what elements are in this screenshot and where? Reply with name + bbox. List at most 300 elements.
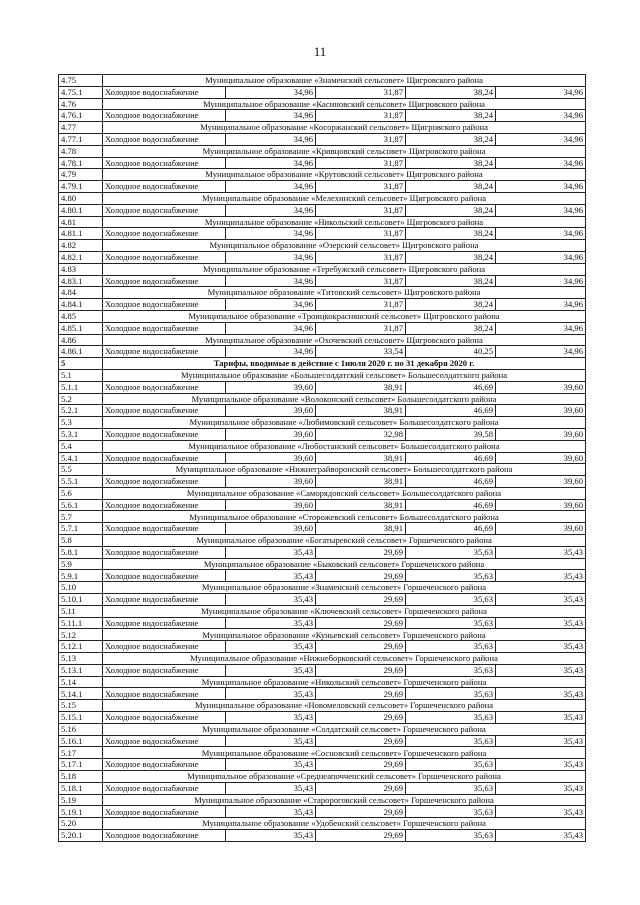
row-code: 5.17 <box>59 747 103 759</box>
tariff-value: 34,96 <box>496 251 586 263</box>
tariff-value: 35,43 <box>226 664 316 676</box>
service-name: Холодное водоснабжение <box>103 181 226 193</box>
municipality-row <box>59 145 586 157</box>
tariff-value: 39,60 <box>226 476 316 488</box>
tariff-value: 38,24 <box>406 275 496 287</box>
row-code: 5.5 <box>59 464 103 476</box>
tariff-value: 35,63 <box>406 759 496 771</box>
tariff-value: 39,60 <box>226 452 316 464</box>
tariff-value: 35,43 <box>226 759 316 771</box>
tariff-value: 39,60 <box>226 428 316 440</box>
tariff-row <box>59 405 586 417</box>
municipality-row <box>59 440 586 452</box>
tariff-value: 38,24 <box>406 228 496 240</box>
tariff-value: 29,69 <box>316 617 406 629</box>
row-code: 5.1.1 <box>59 381 103 393</box>
tariff-value: 38,91 <box>316 476 406 488</box>
municipality-title: Муниципальное образование «Никольский сельсовет» Горшеченского района <box>103 676 586 688</box>
tariff-value: 35,43 <box>226 617 316 629</box>
tariff-value: 39,60 <box>226 499 316 511</box>
service-name: Холодное водоснабжение <box>103 688 226 700</box>
tariff-value: 39,60 <box>496 476 586 488</box>
tariff-row <box>59 570 586 582</box>
tariff-row <box>59 181 586 193</box>
service-name: Холодное водоснабжение <box>103 322 226 334</box>
tariff-value: 46,69 <box>406 381 496 393</box>
tariff-value: 39,60 <box>496 523 586 535</box>
tariff-value: 31,87 <box>316 204 406 216</box>
municipality-row <box>59 393 586 405</box>
row-code: 5.14.1 <box>59 688 103 700</box>
tariff-value: 35,63 <box>406 594 496 606</box>
municipality-title: Муниципальное образование «Волоконский сельсовет» Большесолдатского района <box>103 393 586 405</box>
row-code: 5.11 <box>59 605 103 617</box>
municipality-title: Муниципальное образование «Озерский сельсовет» Щигровского района <box>103 240 586 252</box>
tariff-row <box>59 499 586 511</box>
service-name: Холодное водоснабжение <box>103 830 226 842</box>
municipality-row <box>59 75 586 87</box>
tariff-row <box>59 759 586 771</box>
tariff-row <box>59 735 586 747</box>
municipality-title: Муниципальное образование «Теребужский сельсовет» Щигровского района <box>103 263 586 275</box>
service-name: Холодное водоснабжение <box>103 641 226 653</box>
municipality-title: Муниципальное образование «Новомеловский сельсовет» Горшеченского района <box>103 700 586 712</box>
municipality-row <box>59 263 586 275</box>
section-5-row <box>59 358 586 370</box>
service-name: Холодное водоснабжение <box>103 381 226 393</box>
tariff-value: 34,96 <box>226 228 316 240</box>
tariff-value: 34,96 <box>226 157 316 169</box>
row-code: 5.11.1 <box>59 617 103 629</box>
row-code: 5.6 <box>59 487 103 499</box>
service-name: Холодное водоснабжение <box>103 759 226 771</box>
tariff-row <box>59 157 586 169</box>
tariff-value: 35,63 <box>406 735 496 747</box>
row-code: 5.5.1 <box>59 476 103 488</box>
row-code: 5.12 <box>59 629 103 641</box>
service-name: Холодное водоснабжение <box>103 428 226 440</box>
tariff-value: 39,60 <box>496 405 586 417</box>
tariff-row <box>59 428 586 440</box>
tariff-value: 34,96 <box>226 110 316 122</box>
municipality-title: Муниципальное образование «Большесолдатский сельсовет» Большесолдатского района <box>103 369 586 381</box>
row-code: 4.86.1 <box>59 346 103 358</box>
tariff-value: 29,69 <box>316 688 406 700</box>
row-code: 4.75 <box>59 75 103 87</box>
tariff-value: 35,43 <box>496 806 586 818</box>
municipality-row <box>59 192 586 204</box>
row-code: 5.19 <box>59 794 103 806</box>
row-code: 5.2 <box>59 393 103 405</box>
tariff-table <box>58 74 586 842</box>
municipality-title: Муниципальное образование «Мелехинский сельсовет» Щигровского района <box>103 192 586 204</box>
tariff-value: 29,69 <box>316 594 406 606</box>
service-name: Холодное водоснабжение <box>103 299 226 311</box>
service-name: Холодное водоснабжение <box>103 452 226 464</box>
tariff-value: 35,63 <box>406 830 496 842</box>
municipality-title: Муниципальное образование «Сосновский сельсовет» Горшеченского района <box>103 747 586 759</box>
tariff-value: 34,96 <box>496 228 586 240</box>
service-name: Холодное водоснабжение <box>103 594 226 606</box>
tariff-value: 38,24 <box>406 204 496 216</box>
municipality-row <box>59 122 586 134</box>
municipality-row <box>59 334 586 346</box>
municipality-row <box>59 240 586 252</box>
tariff-value: 31,87 <box>316 322 406 334</box>
tariff-value: 35,43 <box>496 546 586 558</box>
tariff-table-part-a <box>59 75 586 358</box>
row-code: 5.1 <box>59 369 103 381</box>
tariff-value: 35,43 <box>226 830 316 842</box>
tariff-value: 34,96 <box>226 251 316 263</box>
row-code: 5.20 <box>59 818 103 830</box>
municipality-row <box>59 558 586 570</box>
tariff-row <box>59 664 586 676</box>
tariff-value: 35,43 <box>496 664 586 676</box>
municipality-title: Муниципальное образование «Касиновский сельсовет» Щигровского района <box>103 98 586 110</box>
service-name: Холодное водоснабжение <box>103 110 226 122</box>
tariff-value: 39,60 <box>496 381 586 393</box>
tariff-value: 35,43 <box>226 735 316 747</box>
tariff-value: 34,96 <box>226 204 316 216</box>
tariff-value: 32,98 <box>316 428 406 440</box>
tariff-value: 35,63 <box>406 570 496 582</box>
row-code: 5.7.1 <box>59 523 103 535</box>
municipality-row <box>59 169 586 181</box>
municipality-title: Муниципальное образование «Нижнеборковский сельсовет» Горшеченского района <box>103 653 586 665</box>
municipality-row <box>59 98 586 110</box>
row-code: 5.12.1 <box>59 641 103 653</box>
tariff-value: 38,91 <box>316 381 406 393</box>
row-code: 5.13 <box>59 653 103 665</box>
tariff-value: 38,24 <box>406 133 496 145</box>
tariff-row <box>59 452 586 464</box>
tariff-value: 34,96 <box>496 204 586 216</box>
page-number: 11 <box>313 44 327 59</box>
tariff-value: 39,60 <box>496 452 586 464</box>
tariff-value: 29,69 <box>316 806 406 818</box>
tariff-table-part-b <box>59 369 586 841</box>
municipality-title: Муниципальное образование «Косоржанский сельсовет» Щигровского района <box>103 122 586 134</box>
municipality-row <box>59 582 586 594</box>
municipality-row <box>59 794 586 806</box>
row-code: 5.7 <box>59 511 103 523</box>
row-code: 4.78.1 <box>59 157 103 169</box>
service-name: Холодное водоснабжение <box>103 405 226 417</box>
municipality-title: Муниципальное образование «Куньевский сельсовет» Горшеченского района <box>103 629 586 641</box>
row-code: 4.84 <box>59 287 103 299</box>
tariff-row <box>59 546 586 558</box>
municipality-row <box>59 723 586 735</box>
tariff-value: 35,63 <box>406 688 496 700</box>
row-code: 4.75.1 <box>59 86 103 98</box>
tariff-row <box>59 641 586 653</box>
municipality-title: Муниципальное образование «Знаменский сельсовет» Щигровского района <box>103 75 586 87</box>
municipality-title: Муниципальное образование «Старороговский сельсовет» Горшеченского района <box>103 794 586 806</box>
tariff-row <box>59 688 586 700</box>
row-code: 4.83.1 <box>59 275 103 287</box>
row-code: 5.16.1 <box>59 735 103 747</box>
tariff-row <box>59 133 586 145</box>
tariff-value: 35,43 <box>496 712 586 724</box>
tariff-value: 33,54 <box>316 346 406 358</box>
tariff-value: 38,24 <box>406 110 496 122</box>
tariff-row <box>59 782 586 794</box>
tariff-value: 34,96 <box>496 86 586 98</box>
municipality-row <box>59 605 586 617</box>
service-name: Холодное водоснабжение <box>103 499 226 511</box>
tariff-value: 35,43 <box>496 570 586 582</box>
municipality-row <box>59 216 586 228</box>
municipality-row <box>59 310 586 322</box>
row-code: 5.9 <box>59 558 103 570</box>
municipality-title: Муниципальное образование «Любостанский сельсовет» Большесолдатского района <box>103 440 586 452</box>
tariff-value: 31,87 <box>316 110 406 122</box>
row-code: 4.78 <box>59 145 103 157</box>
municipality-row <box>59 535 586 547</box>
service-name: Холодное водоснабжение <box>103 275 226 287</box>
service-name: Холодное водоснабжение <box>103 204 226 216</box>
tariff-value: 35,43 <box>226 570 316 582</box>
municipality-row <box>59 511 586 523</box>
tariff-row <box>59 110 586 122</box>
tariff-value: 29,69 <box>316 830 406 842</box>
tariff-value: 34,96 <box>226 322 316 334</box>
municipality-title: Муниципальное образование «Богатыревский сельсовет» Горшеченского района <box>103 535 586 547</box>
municipality-row <box>59 487 586 499</box>
tariff-value: 34,96 <box>496 133 586 145</box>
tariff-row <box>59 523 586 535</box>
tariff-value: 34,96 <box>226 86 316 98</box>
service-name: Холодное водоснабжение <box>103 523 226 535</box>
municipality-title: Муниципальное образование «Быковский сельсовет» Горшеченского района <box>103 558 586 570</box>
tariff-value: 35,63 <box>406 664 496 676</box>
municipality-row <box>59 629 586 641</box>
tariff-value: 29,69 <box>316 546 406 558</box>
row-code: 4.81 <box>59 216 103 228</box>
tariff-value: 38,24 <box>406 251 496 263</box>
tariff-value: 38,24 <box>406 322 496 334</box>
tariff-value: 34,96 <box>496 157 586 169</box>
tariff-value: 39,60 <box>226 381 316 393</box>
tariff-value: 31,87 <box>316 299 406 311</box>
tariff-value: 34,96 <box>226 299 316 311</box>
row-code: 5.15.1 <box>59 712 103 724</box>
tariff-value: 34,96 <box>226 133 316 145</box>
tariff-row <box>59 594 586 606</box>
tariff-row <box>59 322 586 334</box>
row-code: 5.3 <box>59 417 103 429</box>
tariff-value: 35,43 <box>496 594 586 606</box>
tariff-value: 31,87 <box>316 157 406 169</box>
service-name: Холодное водоснабжение <box>103 712 226 724</box>
row-code: 4.83 <box>59 263 103 275</box>
service-name: Холодное водоснабжение <box>103 133 226 145</box>
tariff-value: 34,96 <box>496 275 586 287</box>
tariff-value: 46,69 <box>406 476 496 488</box>
row-code: 4.80 <box>59 192 103 204</box>
tariff-value: 35,63 <box>406 782 496 794</box>
tariff-row <box>59 86 586 98</box>
row-code: 4.86 <box>59 334 103 346</box>
tariff-value: 35,63 <box>406 641 496 653</box>
tariff-row <box>59 476 586 488</box>
municipality-title: Муниципальное образование «Троицкокраснянский сельсовет» Щигровского района <box>103 310 586 322</box>
service-name: Холодное водоснабжение <box>103 735 226 747</box>
municipality-title: Муниципальное образование «Удобенский сельсовет» Горшеченского района <box>103 818 586 830</box>
tariff-value: 35,43 <box>496 782 586 794</box>
municipality-title: Муниципальное образование «Ключевский сельсовет» Горшеченского района <box>103 605 586 617</box>
tariff-row <box>59 228 586 240</box>
tariff-value: 38,24 <box>406 181 496 193</box>
tariff-value: 31,87 <box>316 228 406 240</box>
tariff-value: 29,69 <box>316 664 406 676</box>
row-code: 4.85 <box>59 310 103 322</box>
municipality-title: Муниципальное образование «Нижнеграйворонский сельсовет» Большесолдатского района <box>103 464 586 476</box>
municipality-title: Муниципальное образование «Титовский сельсовет» Щигровского района <box>103 287 586 299</box>
row-code: 5.16 <box>59 723 103 735</box>
tariff-value: 46,69 <box>406 523 496 535</box>
service-name: Холодное водоснабжение <box>103 476 226 488</box>
tariff-value: 35,43 <box>226 806 316 818</box>
row-code: 4.82.1 <box>59 251 103 263</box>
tariff-value: 38,91 <box>316 452 406 464</box>
tariff-value: 34,96 <box>226 181 316 193</box>
tariff-value: 31,87 <box>316 181 406 193</box>
row-code: 5.2.1 <box>59 405 103 417</box>
tariff-value: 39,60 <box>496 428 586 440</box>
tariff-row <box>59 204 586 216</box>
tariff-row <box>59 275 586 287</box>
service-name: Холодное водоснабжение <box>103 570 226 582</box>
tariff-value: 35,43 <box>226 641 316 653</box>
tariff-value: 35,43 <box>496 830 586 842</box>
row-code: 4.85.1 <box>59 322 103 334</box>
municipality-title: Муниципальное образование «Среднеапочченский сельсовет» Горшеченского района <box>103 771 586 783</box>
row-code: 5.4 <box>59 440 103 452</box>
row-code: 4.81.1 <box>59 228 103 240</box>
tariff-value: 29,69 <box>316 782 406 794</box>
tariff-value: 46,69 <box>406 405 496 417</box>
municipality-title: Муниципальное образование «Охочевский сельсовет» Щигровского района <box>103 334 586 346</box>
municipality-row <box>59 464 586 476</box>
row-code: 5.20.1 <box>59 830 103 842</box>
row-code: 5.13.1 <box>59 664 103 676</box>
row-code: 4.80.1 <box>59 204 103 216</box>
service-name: Холодное водоснабжение <box>103 617 226 629</box>
tariff-value: 39,60 <box>496 499 586 511</box>
tariff-value: 39,58 <box>406 428 496 440</box>
tariff-value: 35,63 <box>406 712 496 724</box>
service-name: Холодное водоснабжение <box>103 157 226 169</box>
tariff-value: 34,96 <box>226 275 316 287</box>
tariff-value: 35,43 <box>496 759 586 771</box>
municipality-row <box>59 653 586 665</box>
tariff-value: 34,96 <box>496 181 586 193</box>
tariff-value: 31,87 <box>316 133 406 145</box>
service-name: Холодное водоснабжение <box>103 86 226 98</box>
municipality-title: Муниципальное образование «Солдатский сельсовет» Горшеченского района <box>103 723 586 735</box>
row-code: 5.8 <box>59 535 103 547</box>
tariff-value: 35,63 <box>406 806 496 818</box>
row-code: 4.84.1 <box>59 299 103 311</box>
section-title: Тарифы, вводимые в действие с 1июля 2020 г. по 31 декабря 2020 г. <box>103 358 586 370</box>
tariff-value: 29,69 <box>316 735 406 747</box>
tariff-value: 35,43 <box>496 617 586 629</box>
row-code: 4.79 <box>59 169 103 181</box>
tariff-value: 38,91 <box>316 499 406 511</box>
tariff-value: 34,96 <box>496 299 586 311</box>
municipality-row <box>59 771 586 783</box>
tariff-row <box>59 381 586 393</box>
row-code: 4.82 <box>59 240 103 252</box>
tariff-value: 29,69 <box>316 641 406 653</box>
municipality-row <box>59 369 586 381</box>
tariff-value: 38,24 <box>406 299 496 311</box>
row-code: 5.14 <box>59 676 103 688</box>
row-code: 5.10 <box>59 582 103 594</box>
tariff-value: 34,96 <box>496 346 586 358</box>
tariff-row <box>59 806 586 818</box>
row-code: 4.77.1 <box>59 133 103 145</box>
municipality-row <box>59 700 586 712</box>
service-name: Холодное водоснабжение <box>103 664 226 676</box>
municipality-title: Муниципальное образование «Знаменский сельсовет» Горшеченского района <box>103 582 586 594</box>
service-name: Холодное водоснабжение <box>103 251 226 263</box>
service-name: Холодное водоснабжение <box>103 782 226 794</box>
tariff-value: 29,69 <box>316 570 406 582</box>
tariff-value: 46,69 <box>406 499 496 511</box>
tariff-row <box>59 346 586 358</box>
row-code: 4.79.1 <box>59 181 103 193</box>
row-code: 5.18 <box>59 771 103 783</box>
service-name: Холодное водоснабжение <box>103 228 226 240</box>
tariff-value: 46,69 <box>406 452 496 464</box>
municipality-title: Муниципальное образование «Сторожевский сельсовет» Большесолдатского района <box>103 511 586 523</box>
municipality-title: Муниципальное образование «Кривцовский сельсовет» Щигровского района <box>103 145 586 157</box>
tariff-value: 29,69 <box>316 759 406 771</box>
tariff-value: 34,96 <box>226 346 316 358</box>
row-code: 4.77 <box>59 122 103 134</box>
municipality-row <box>59 747 586 759</box>
tariff-value: 31,87 <box>316 86 406 98</box>
municipality-title: Муниципальное образование «Крутовский сельсовет» Щигровского района <box>103 169 586 181</box>
tariff-value: 35,63 <box>406 617 496 629</box>
row-code: 4.76.1 <box>59 110 103 122</box>
service-name: Холодное водоснабжение <box>103 346 226 358</box>
tariff-value: 35,43 <box>496 735 586 747</box>
section-code: 5 <box>59 358 103 370</box>
row-code: 5.3.1 <box>59 428 103 440</box>
municipality-title: Муниципальное образование «Саморядовский сельсовет» Большесолдатского района <box>103 487 586 499</box>
municipality-row <box>59 287 586 299</box>
tariff-value: 31,87 <box>316 275 406 287</box>
row-code: 5.10.1 <box>59 594 103 606</box>
row-code: 5.15 <box>59 700 103 712</box>
row-code: 5.18.1 <box>59 782 103 794</box>
tariff-value: 35,43 <box>226 688 316 700</box>
municipality-row <box>59 417 586 429</box>
municipality-row <box>59 676 586 688</box>
tariff-value: 35,63 <box>406 546 496 558</box>
service-name: Холодное водоснабжение <box>103 806 226 818</box>
tariff-value: 34,96 <box>496 322 586 334</box>
tariff-value: 35,43 <box>226 546 316 558</box>
tariff-value: 39,60 <box>226 523 316 535</box>
service-name: Холодное водоснабжение <box>103 546 226 558</box>
tariff-value: 35,43 <box>226 712 316 724</box>
row-code: 5.9.1 <box>59 570 103 582</box>
